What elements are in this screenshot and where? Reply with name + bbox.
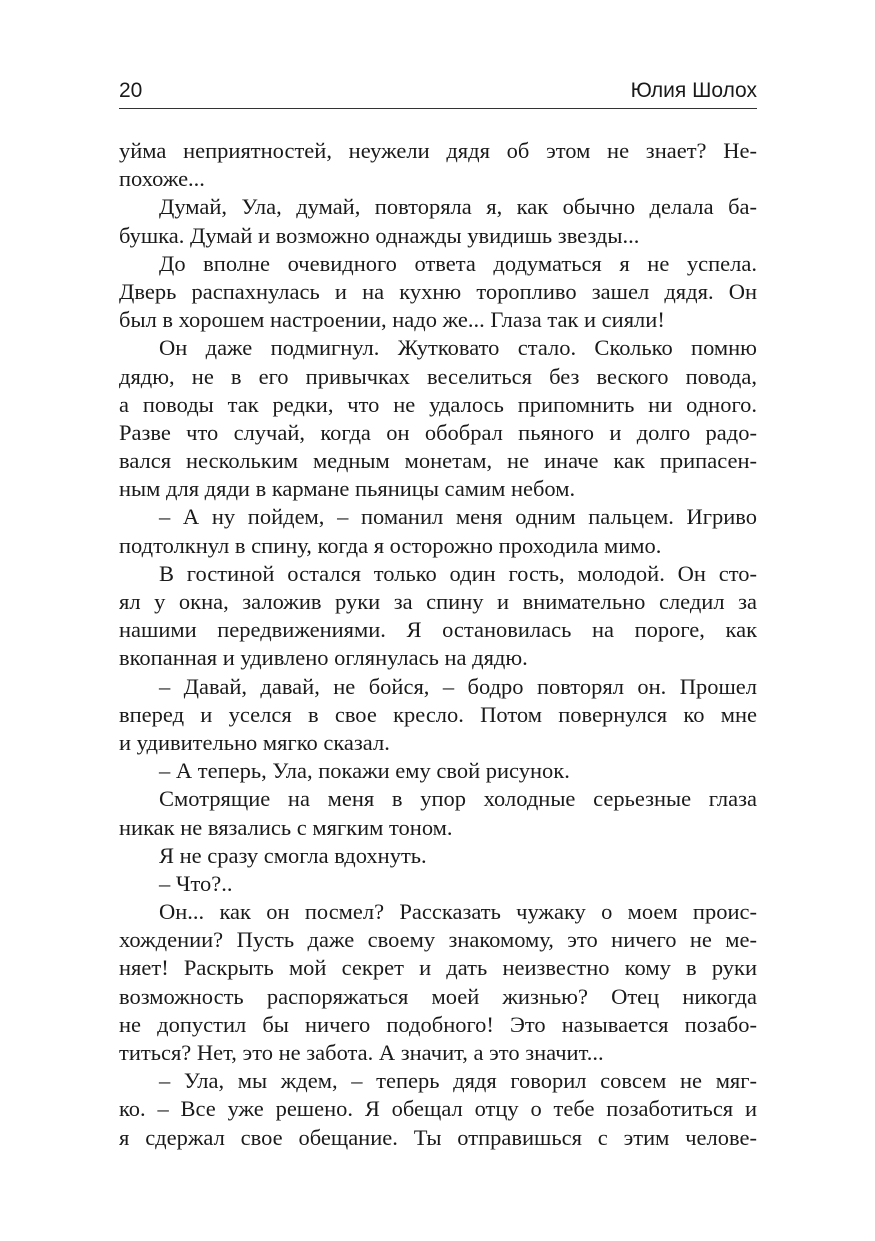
- text-line: уйма неприятностей, неужели дядя об этом не знает? Не-: [119, 138, 757, 163]
- page-number: 20: [119, 79, 143, 102]
- text-line: – А теперь, Ула, покажи ему свой рисунок.: [159, 758, 570, 784]
- text-line: – Что?..: [159, 870, 233, 896]
- text-line: и удивительно мягко сказал.: [119, 729, 390, 755]
- text-line: никак не вязались с мягким тоном.: [119, 814, 453, 840]
- text-line: Смотрящие на меня в упор холодные серьезные глаза: [159, 786, 757, 812]
- running-head: [119, 76, 757, 106]
- book-author: Юлия Шолох: [630, 79, 757, 102]
- text-line: бушка. Думай и возможно однажды увидишь звезды...: [119, 222, 640, 248]
- text-line: Он даже подмигнул. Жутковато стало. Сколько помню: [159, 335, 757, 361]
- text-line: нашими передвижениями. Я остановилась на пороге, как: [119, 617, 757, 643]
- text-line: был в хорошем настроении, надо же... Глаза так и сияли!: [119, 307, 665, 333]
- text-line: – А ну пойдем, – поманил меня одним пальцем. Игриво: [159, 504, 757, 530]
- text-line: вался нескольким медным монетам, не иначе как припасен-: [119, 448, 757, 474]
- text-line: возможность распоряжаться моей жизнью? Отец никогда: [119, 983, 757, 1009]
- text-line: вкопанная и удивлено оглянулась на дядю.: [119, 645, 528, 671]
- text-line: Разве что случай, когда он обобрал пьяного и долго радо-: [119, 419, 757, 445]
- text-line: Я не сразу смогла вдохнуть.: [159, 842, 427, 868]
- text-line: До вполне очевидного ответа додуматься я не успела.: [159, 250, 757, 276]
- text-line: подтолкнул в спину, когда я осторожно проходила мимо.: [119, 532, 662, 558]
- text-line: а поводы так редки, что не удалось припомнить ни одного.: [119, 391, 757, 417]
- text-line: похоже...: [119, 166, 205, 192]
- text-line: ко. – Все уже решено. Я обещал отцу о тебе позаботиться и: [119, 1096, 757, 1122]
- text-line: няет! Раскрыть мой секрет и дать неизвестно кому в руки: [119, 955, 757, 981]
- text-line: хождении? Пусть даже своему знакомому, это ничего не ме-: [119, 927, 757, 953]
- text-line: я сдержал свое обещание. Ты отправишься с этим челове-: [119, 1124, 757, 1150]
- text-line: Дверь распахнулась и на кухню торопливо зашел дядя. Он: [119, 278, 757, 304]
- text-line: – Давай, давай, не бойся, – бодро повторял он. Прошел: [159, 673, 757, 699]
- text-line: ял у окна, заложив руки за спину и внимательно следил за: [119, 589, 757, 614]
- text-line: титься? Нет, это не забота. А значит, а это значит...: [119, 1040, 604, 1065]
- text-line: – Ула, мы ждем, – теперь дядя говорил совсем не мяг-: [159, 1068, 757, 1094]
- header-divider: [119, 108, 757, 109]
- text-line: не допустил бы ничего подобного! Это называется позабо-: [119, 1011, 757, 1037]
- text-line: Он... как он посмел? Рассказать чужаку о моем проис-: [159, 899, 757, 925]
- text-line: ным для дяди в кармане пьяницы самим небом.: [119, 476, 576, 502]
- text-line: дядю, не в его привычках веселиться без веского повода,: [119, 363, 757, 389]
- text-line: вперед и уселся в свое кресло. Потом повернулся ко мне: [119, 701, 757, 727]
- body-text: [119, 137, 757, 1152]
- text-line: Думай, Ула, думай, повторяла я, как обычно делала ба-: [159, 194, 757, 220]
- book-page: [119, 0, 757, 1241]
- text-line: В гостиной остался только один гость, молодой. Он сто-: [159, 560, 757, 586]
